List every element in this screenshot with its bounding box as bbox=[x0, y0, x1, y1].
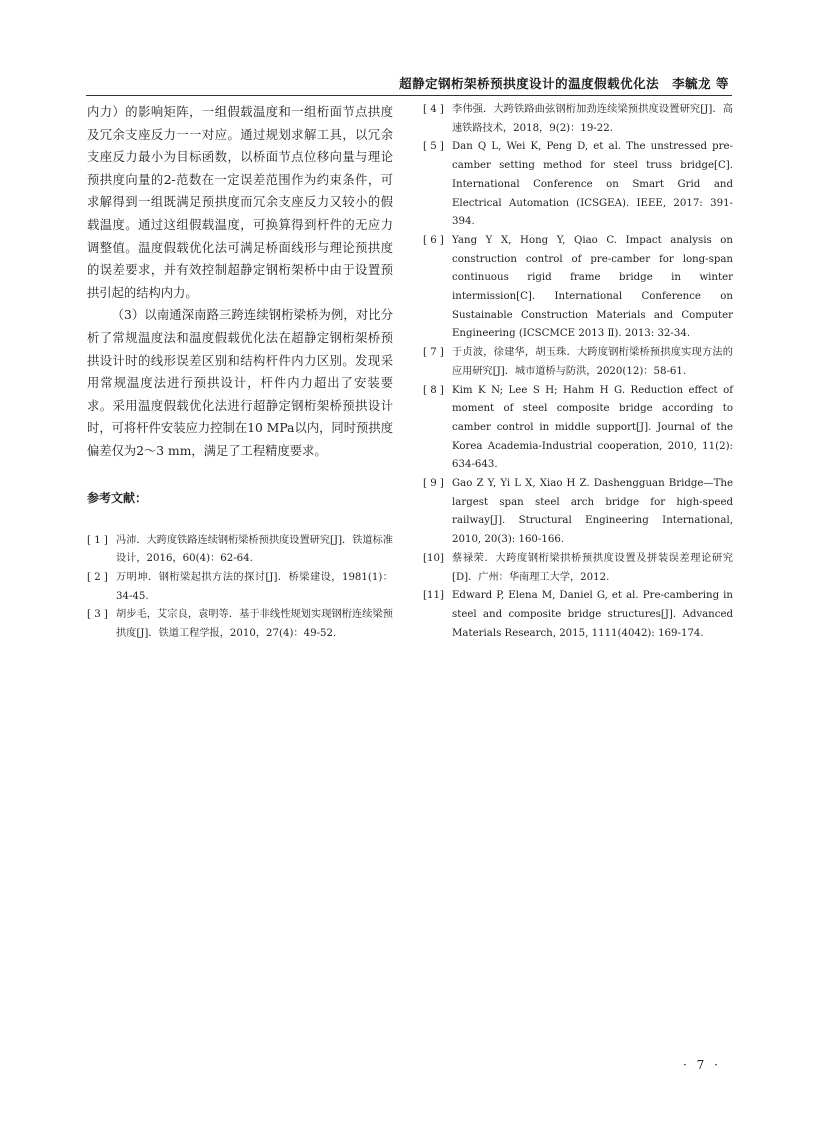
reference-number: [11] bbox=[423, 590, 444, 602]
reference-item-6 bbox=[423, 232, 733, 344]
reference-item-11 bbox=[423, 587, 733, 643]
header-rule bbox=[86, 95, 732, 96]
reference-number: [10] bbox=[423, 552, 444, 564]
reference-number: [ 9 ] bbox=[423, 478, 444, 490]
reference-text: 万明坤．钢桁梁起拱方法的探讨[J]．桥梁建设，1981(1)：34-45. bbox=[116, 571, 393, 602]
right-column bbox=[423, 101, 733, 643]
reference-text: 胡步毛，艾宗良，袁明等．基于非线性规划实现钢桁连续梁预拱度[J]．铁道工程学报，2010，27(4)：49-52. bbox=[116, 609, 393, 640]
reference-text: 蔡禄荣．大跨度钢桁梁拱桥预拱度设置及拼装误差理论研究[D]．广州：华南理工大学，2012. bbox=[452, 552, 733, 583]
reference-number: [ 7 ] bbox=[423, 347, 444, 359]
reference-text: Yang Y X, Hong Y, Qiao C. Impact analysis on construction control of pre-camber for long-span continuous rigid frame bridge in winter intermission[C]. International Conference on Sustainable Construction Materials and Computer Engineering (ICSCMCE 2013 Ⅱ). 2013: 32-34. bbox=[452, 234, 733, 340]
references-heading: 参考文献： bbox=[87, 490, 148, 505]
reference-number: [ 3 ] bbox=[87, 609, 108, 621]
reference-item-8 bbox=[423, 382, 733, 476]
reference-item-4 bbox=[423, 101, 733, 138]
reference-text: 于贞波，徐建华，胡玉珠．大跨度钢桁梁桥预拱度实现方法的应用研究[J]．城市道桥与防洪，2020(12)：58-61. bbox=[452, 347, 733, 377]
reference-text: Edward P, Elena M, Daniel G, et al. Pre-cambering in steel and composite bridge structures[J]. Advanced Materials Research, 2015, 1111(4042): 169-174. bbox=[452, 590, 733, 639]
reference-text: 李伟强．大跨铁路曲弦钢桁加劲连续梁预拱度设置研究[J]．高速铁路技术，2018，9(2)：19-22. bbox=[452, 104, 733, 134]
reference-item-7 bbox=[423, 344, 733, 381]
reference-item-10 bbox=[423, 550, 733, 587]
reference-text: 冯沛．大跨度铁路连续钢桁梁桥预拱度设置研究[J]．铁道标准设计，2016，60(4)：62-64. bbox=[116, 534, 393, 565]
reference-number: [ 1 ] bbox=[87, 534, 108, 546]
reference-item-3 bbox=[87, 606, 393, 643]
reference-number: [ 2 ] bbox=[87, 571, 108, 583]
reference-item-5 bbox=[423, 138, 733, 232]
body-paragraph-1: 内力）的影响矩阵，一组假载温度和一组桁面节点拱度及冗余支座反力一一对应。通过规划求解工具，以冗余支座反力最小为目标函数，以桥面节点位移向量与理论预拱度向量的2-范数在一定误差范围作为约束条件，可求解得到一组既满足预拱度而冗余支座反力又较小的假载温度。通过这组假载温度，可换算得到杆件的无应力调整值。温度假载优化法可满足桥面线形与理论预拱度的误差要求，并有效控制超静定钢桁架桥中由于设置预拱引起的结构内力。 bbox=[87, 105, 393, 300]
reference-text: Dan Q L, Wei K, Peng D, et al. The unstressed pre-camber setting method for steel truss bridge[C]. International Conference on Smart Grid and Electrical Automation (ICSGEA). IEEE, 2017: 391-394. bbox=[452, 141, 733, 228]
body-paragraph-2: （3）以南通深南路三跨连续钢桁梁桥为例，对比分析了常规温度法和温度假载优化法在超静定钢桁架桥预拱设计时的线形误差区别和结构杆件内力区别。发现采用常规温度法进行预拱设计，杆件内力超出了安装要求。采用温度假载优化法进行超静定钢桁架桥预拱设计时，可将杆件安装应力控制在10 MPa以内，同时预拱度偏差仅为2～3 mm，满足了工程精度要求。 bbox=[87, 308, 393, 458]
page-number: · 7 · bbox=[683, 1058, 721, 1072]
reference-number: [ 8 ] bbox=[423, 384, 444, 396]
left-column bbox=[87, 101, 393, 644]
running-head: 超静定钢桁架桥预拱度设计的温度假载优化法 李毓龙 等 bbox=[399, 76, 729, 91]
reference-text: Kim K N; Lee S H; Hahm H G. Reduction effect of moment of steel composite bridge according to camber control in middle support[J]. Journal of the Korea Academia-Industrial cooperation, 2010, 11(2): 634-643. bbox=[452, 384, 733, 471]
reference-text: Gao Z Y, Yi L X, Xiao H Z. Dashengguan Bridge—The largest span steel arch bridge for high-speed railway[J]. Structural Engineering International, 2010, 20(3): 160-166. bbox=[452, 478, 733, 546]
reference-number: [ 5 ] bbox=[423, 141, 444, 153]
reference-item-1 bbox=[87, 532, 393, 569]
reference-number: [ 6 ] bbox=[423, 234, 444, 246]
reference-number: [ 4 ] bbox=[423, 104, 444, 115]
reference-item-9 bbox=[423, 475, 733, 550]
reference-item-2 bbox=[87, 569, 393, 606]
